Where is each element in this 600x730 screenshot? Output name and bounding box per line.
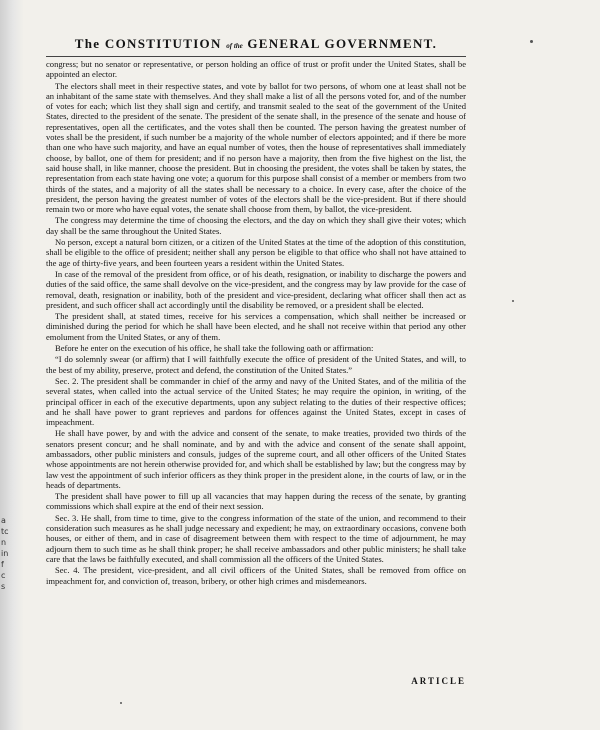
running-head-left: The [74,36,101,51]
paragraph: congress; but no senator or representative, or person holding an office of trust or profit under the United States, shall be appointed an elector. [46,59,466,80]
catchword: ARTICLE [411,676,466,686]
margin-fragment: f [1,560,4,569]
margin-fragment: in [1,549,9,558]
running-head [46,36,466,52]
paragraph: The electors shall meet in their respective states, and vote by ballot for two persons, of whom one at least shall not be an inhabitant of the same state with themselves. And they shall make a list of all the persons voted for, and of the number of votes for each; which list they shall sign and certify, and transmit sealed to the seat of the government of the United States, directed to the president of the senate. The president of the senate shall, in the presence of the senate and house of representatives, open all the certificates, and the votes shall then be counted. The person having the greatest number of votes shall be the president, if such number be a majority of the whole number of electors appointed; and if there be more than one who have such majority, and have an equal number of votes, then the house of representatives shall immediately choose, by ballot, one of them for president; and if no person have a majority, then from the five highest on the list, the said house shall, in like manner, choose the president. But in choosing the president, the votes shall be taken by states, the representation from each state having one vote; a quorum for this purpose shall consist of a member or members from two thirds of the states, and a majority of all the states shall be necessary to a choice. In every case, after the choice of the president, the person having the greatest number of votes of the electors shall be the vice-president. But if there should remain two or more who have equal votes, the senate shall choose from them, by ballot, the vice-president. [46,80,466,215]
paragraph: Sec. 3. He shall, from time to time, give to the congress information of the state of the union, and recommend to their consideration such measures as he shall judge necessary and expedient; he may, on extraordinary occasions, convene both houses, or either of them, and in case of disagreement between them with respect to the time of adjournment, he may adjourn them to such time as he shall think proper; he shall receive ambassadors and other public ministers; he shall take care that the laws be faithfully executed, and shall commission all the officers of the United States. [46,512,466,564]
body-text [46,59,466,586]
document-page [46,36,466,686]
ink-speck [512,300,514,302]
paragraph: He shall have power, by and with the advice and consent of the senate, to make treaties, provided two thirds of the senators present concur; and he shall nominate, and by and with the advice and consent of the senate shall appoint, ambassadors, other public ministers and consuls, judges of the supreme court, and all other officers of the United States whose appointments are not herein otherwise provided for, and which shall be established by law; but the congress may by law vest the appointment of such inferior officers as they think proper in the president alone, in the courts of law, or in the heads of departments. [46,428,466,490]
margin-fragment: c [1,571,6,580]
paragraph: The president shall, at stated times, receive for his services a compensation, which shall neither be increased or diminished during the period for which he shall have been elected, and he shall not receive within that period any other emolument from the United States, or any of them. [46,311,466,342]
paragraph: Sec. 4. The president, vice-president, and all civil officers of the United States, shall be removed from office on impeachment for, and conviction of, treason, bribery, or other high crimes and misdemeanors. [46,565,466,586]
margin-fragments [1,515,13,592]
margin-fragment: n [1,538,7,547]
ink-speck [530,40,533,43]
margin-fragment: s [1,582,6,591]
paragraph: In case of the removal of the president from office, or of his death, resignation, or inability to discharge the powers and duties of the said office, the same shall devolve on the vice-president, and the congress may by law provide for the case of removal, death, resignation or inability, both of the president and vice-president, declaring what officer shall then act as president, and such officer shall act accordingly until the disability be removed, or a president shall be elected. [46,268,466,310]
running-head-connector: of the [226,42,243,50]
page-edge [0,0,24,730]
header-rule [46,56,466,57]
margin-fragment: a [1,516,6,525]
paragraph: The president shall have power to fill up all vacancies that may happen during the recess of the senate, by granting commissions which shall expire at the end of their next session. [46,491,466,512]
ink-speck [120,702,122,704]
paragraph: No person, except a natural born citizen, or a citizen of the United States at the time of the adoption of this constitution, shall be eligible to the office of president; neither shall any person be eligible to that office who shall not have attained to the age of thirty-five years, and been fourteen years a resident within the United States. [46,237,466,268]
paragraph: Before he enter on the execution of his office, he shall take the following oath or affirmation: [55,343,374,354]
running-head-title-a: CONSTITUTION [104,36,222,51]
margin-fragment: tc [1,527,9,536]
running-head-title-b: GENERAL GOVERNMENT. [247,36,438,51]
oath-paragraph: “I do solemnly swear (or affirm) that I will faithfully execute the office of president of the United States, and will, to the best of my ability, preserve, protect and defend, the constitution of the United States.” [46,354,466,375]
paragraph: The congress may determine the time of choosing the electors, and the day on which they shall give their votes; which day shall be the same throughout the United States. [46,215,466,236]
paragraph: Sec. 2. The president shall be commander in chief of the army and navy of the United States, and of the militia of the several states, when called into the actual service of the United States; he may require the opinion, in writing, of the principal officer in each of the executive departments, upon any subject relating to the duties of their respective offices; and he shall have power to grant reprieves and pardons for offences against the United States, except in cases of impeachment. [46,375,466,428]
